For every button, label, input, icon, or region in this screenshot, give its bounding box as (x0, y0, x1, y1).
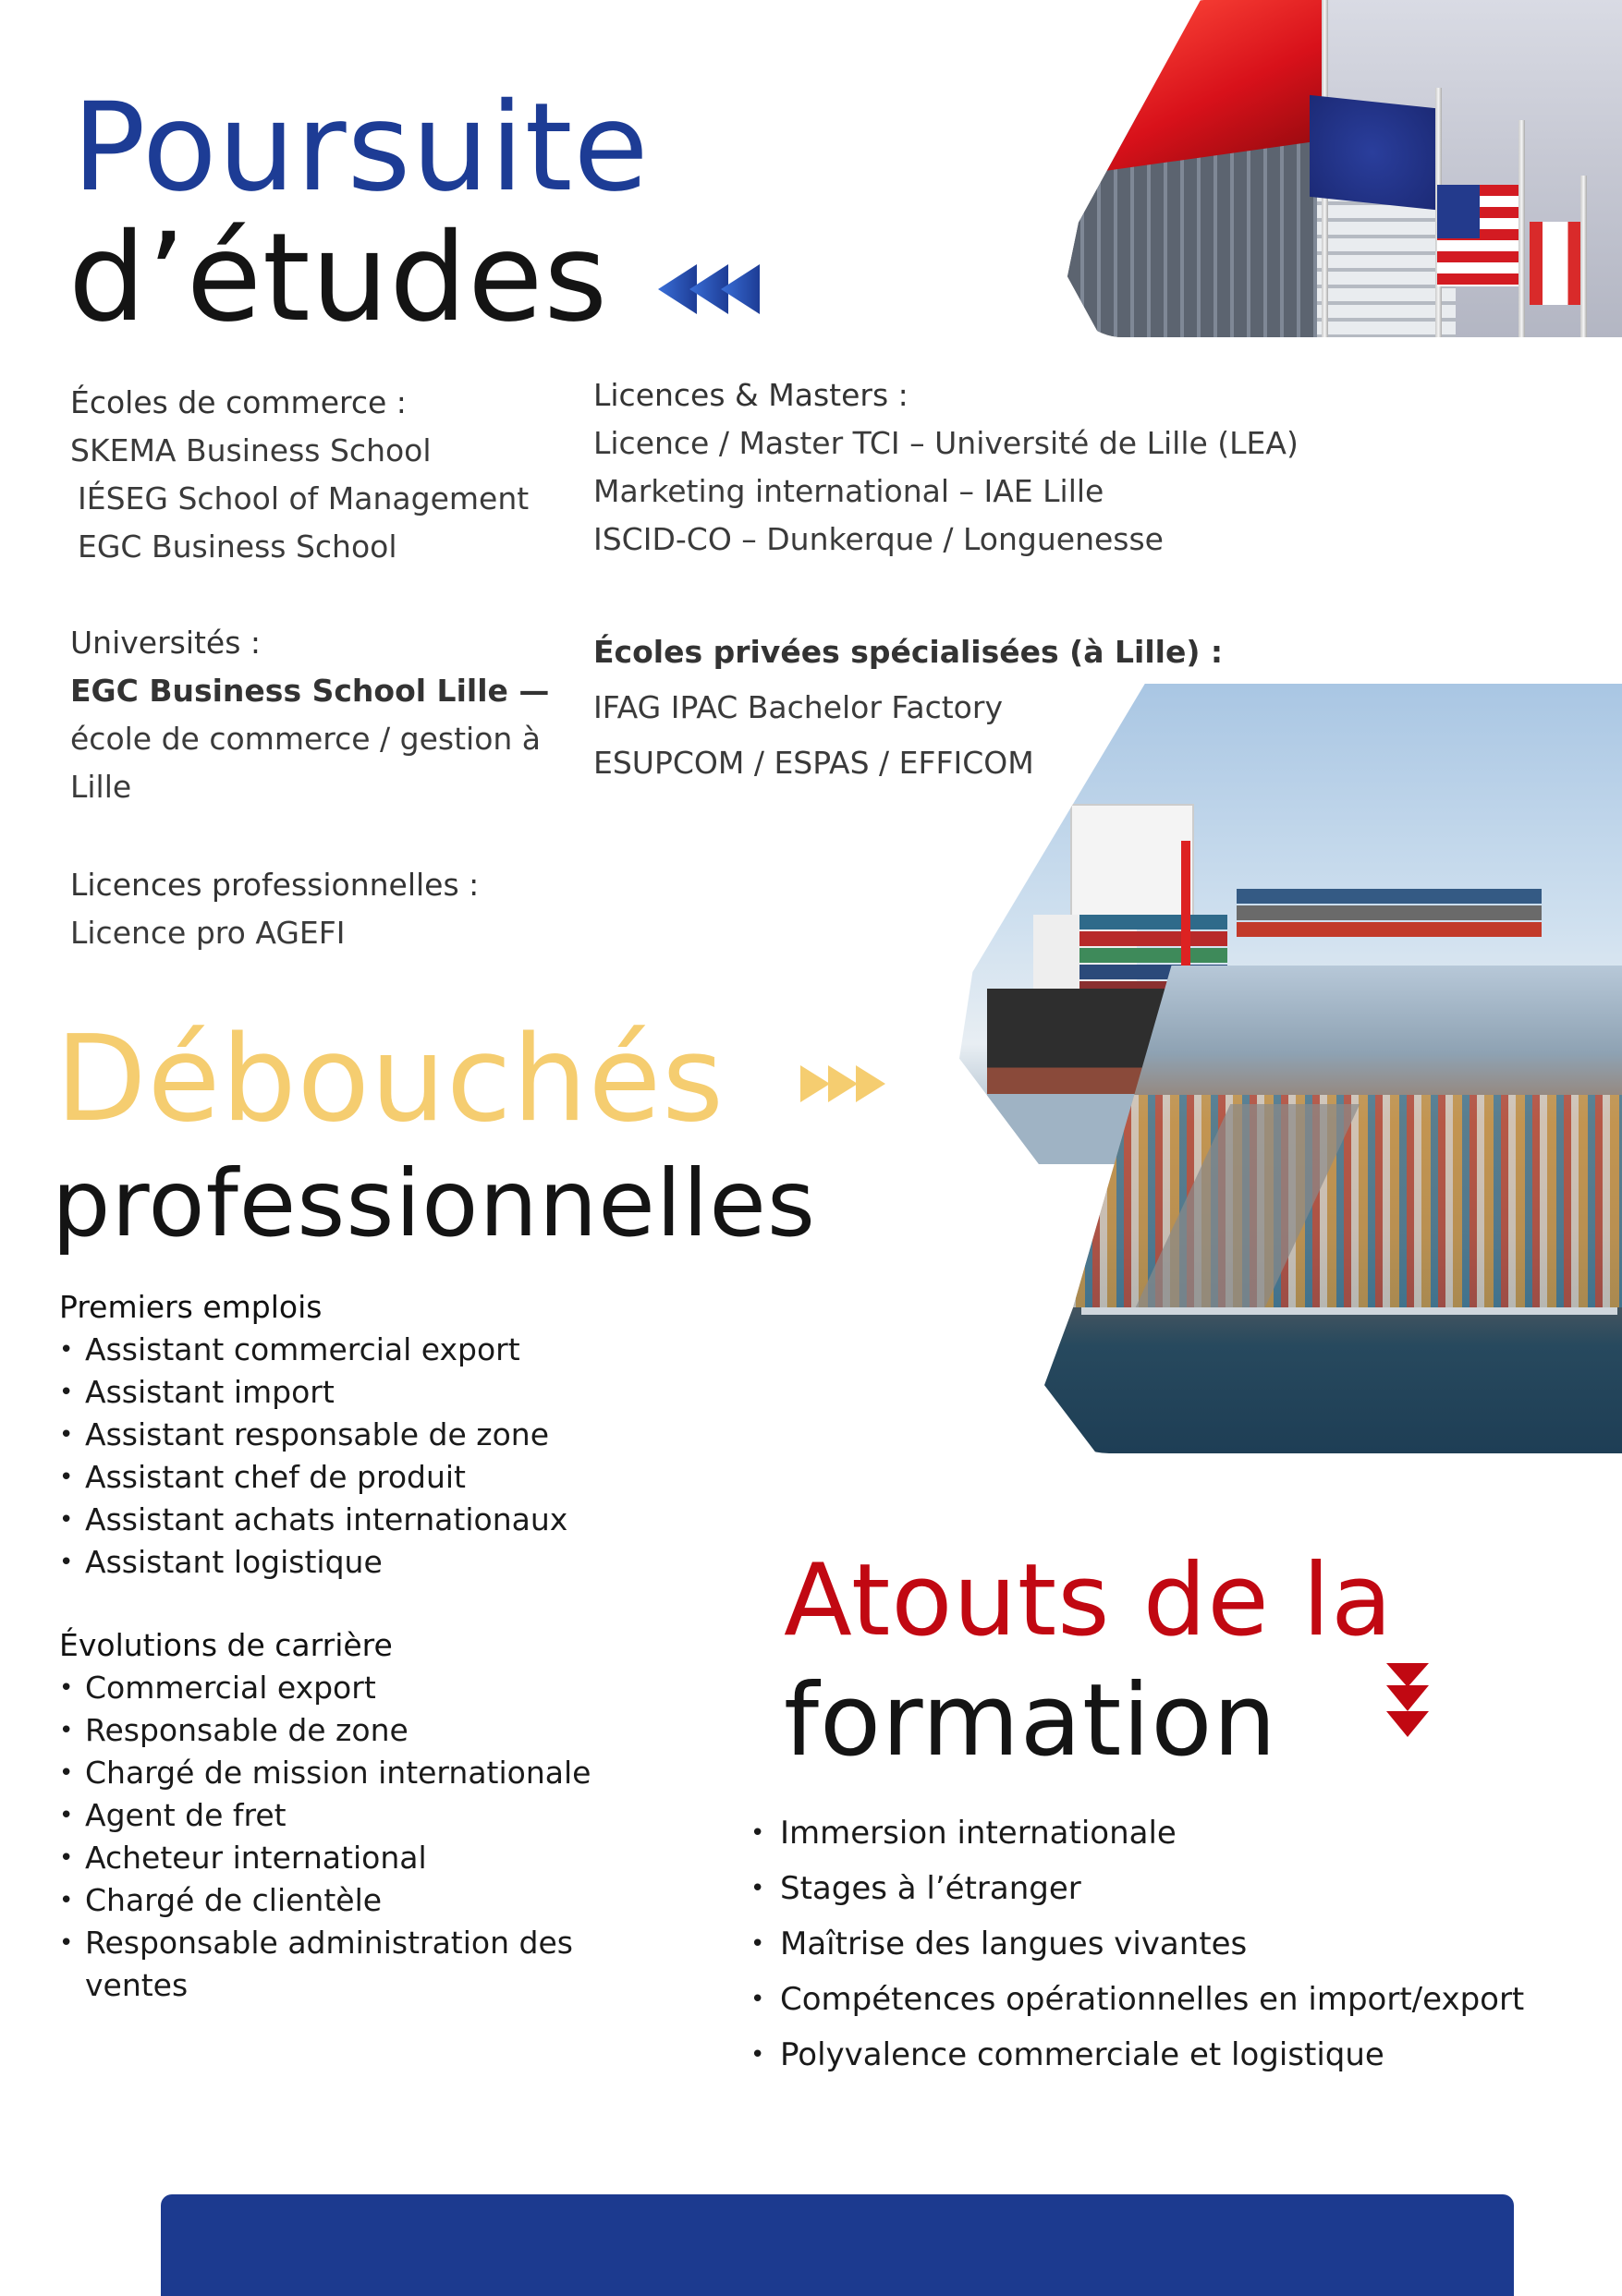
evolutions-list (59, 1667, 591, 1964)
list-item: • Stages à l’étranger (750, 1861, 1524, 1916)
list-item: • Chargé de mission internationale (59, 1752, 591, 1794)
ecoles-privees-heading: Écoles privées spécialisées (à Lille) : (593, 634, 1224, 670)
ecoles-commerce-heading: Écoles de commerce : (70, 384, 407, 420)
list-item: IFAG IPAC Bachelor Factory (593, 689, 1003, 725)
universites-heading: Universités : (70, 625, 262, 661)
ecoles-commerce-block (70, 379, 529, 571)
list-item: • Assistant commercial export (59, 1329, 567, 1371)
licences-masters-block (593, 371, 1299, 564)
list-item: Licence / Master TCI – Université de Lille (LEA) (593, 425, 1299, 461)
list-item: EGC Business School (78, 528, 397, 565)
debouches-title-line1: Débouchés (55, 1011, 725, 1148)
list-item: • Agent de fret (59, 1794, 591, 1837)
down-arrows-icon (1384, 1663, 1431, 1757)
licences-masters-heading: Licences & Masters : (593, 377, 909, 413)
list-item: • Maîtrise des langues vivantes (750, 1916, 1524, 1972)
list-item: • Polyvalence commerciale et logistique (750, 2027, 1524, 2083)
list-item: • Assistant import (59, 1371, 567, 1414)
list-item: • Assistant responsable de zone (59, 1414, 567, 1456)
fast-forward-arrows-icon (800, 1065, 893, 1102)
list-item: • Assistant logistique (59, 1541, 567, 1584)
premiers-emplois-heading: Premiers emplois (59, 1289, 323, 1325)
list-item: • Compétences opérationnelles en import/export (750, 1972, 1524, 2027)
evolutions-continuation: ventes (85, 1967, 189, 2003)
poursuite-title-line1: Poursuite (72, 77, 650, 219)
list-item: • Responsable administration des (59, 1922, 591, 1964)
list-item: IÉSEG School of Management (78, 480, 530, 516)
premiers-emplois-list (59, 1329, 567, 1584)
atouts-title-line1: Atouts de la (784, 1543, 1394, 1658)
list-item: ESUPCOM / ESPAS / EFFICOM (593, 745, 1034, 781)
list-item: Marketing international – IAE Lille (593, 473, 1104, 509)
debouches-title-line2: professionnelles (52, 1149, 816, 1257)
universites-block (70, 619, 549, 811)
licences-pro-heading: Licences professionnelles : (70, 867, 480, 903)
list-item: • Commercial export (59, 1667, 591, 1709)
list-item: école de commerce / gestion à (70, 721, 542, 757)
evolutions-heading: Évolutions de carrière (59, 1627, 393, 1663)
atouts-title-line2: formation (784, 1663, 1277, 1779)
universites-bold-line: EGC Business School Lille — (70, 673, 550, 709)
rewind-arrows-icon (656, 261, 767, 318)
list-item: • Responsable de zone (59, 1709, 591, 1752)
list-item: SKEMA Business School (70, 432, 432, 468)
list-item: ISCID-CO – Dunkerque / Longuenesse (593, 521, 1164, 557)
list-item: Lille (70, 769, 132, 805)
list-item: • Assistant chef de produit (59, 1456, 567, 1499)
list-item: Licence pro AGEFI (70, 915, 346, 951)
licences-pro-block (70, 861, 479, 957)
list-item: • Chargé de clientèle (59, 1879, 591, 1922)
atouts-list (750, 1805, 1524, 2083)
list-item: • Assistant achats internationaux (59, 1499, 567, 1541)
poursuite-title-line2: d’études (68, 207, 609, 349)
flags-photo (1067, 0, 1622, 337)
list-item: • Acheteur international (59, 1837, 591, 1879)
footer-bar (161, 2194, 1514, 2296)
list-item: • Immersion internationale (750, 1805, 1524, 1861)
